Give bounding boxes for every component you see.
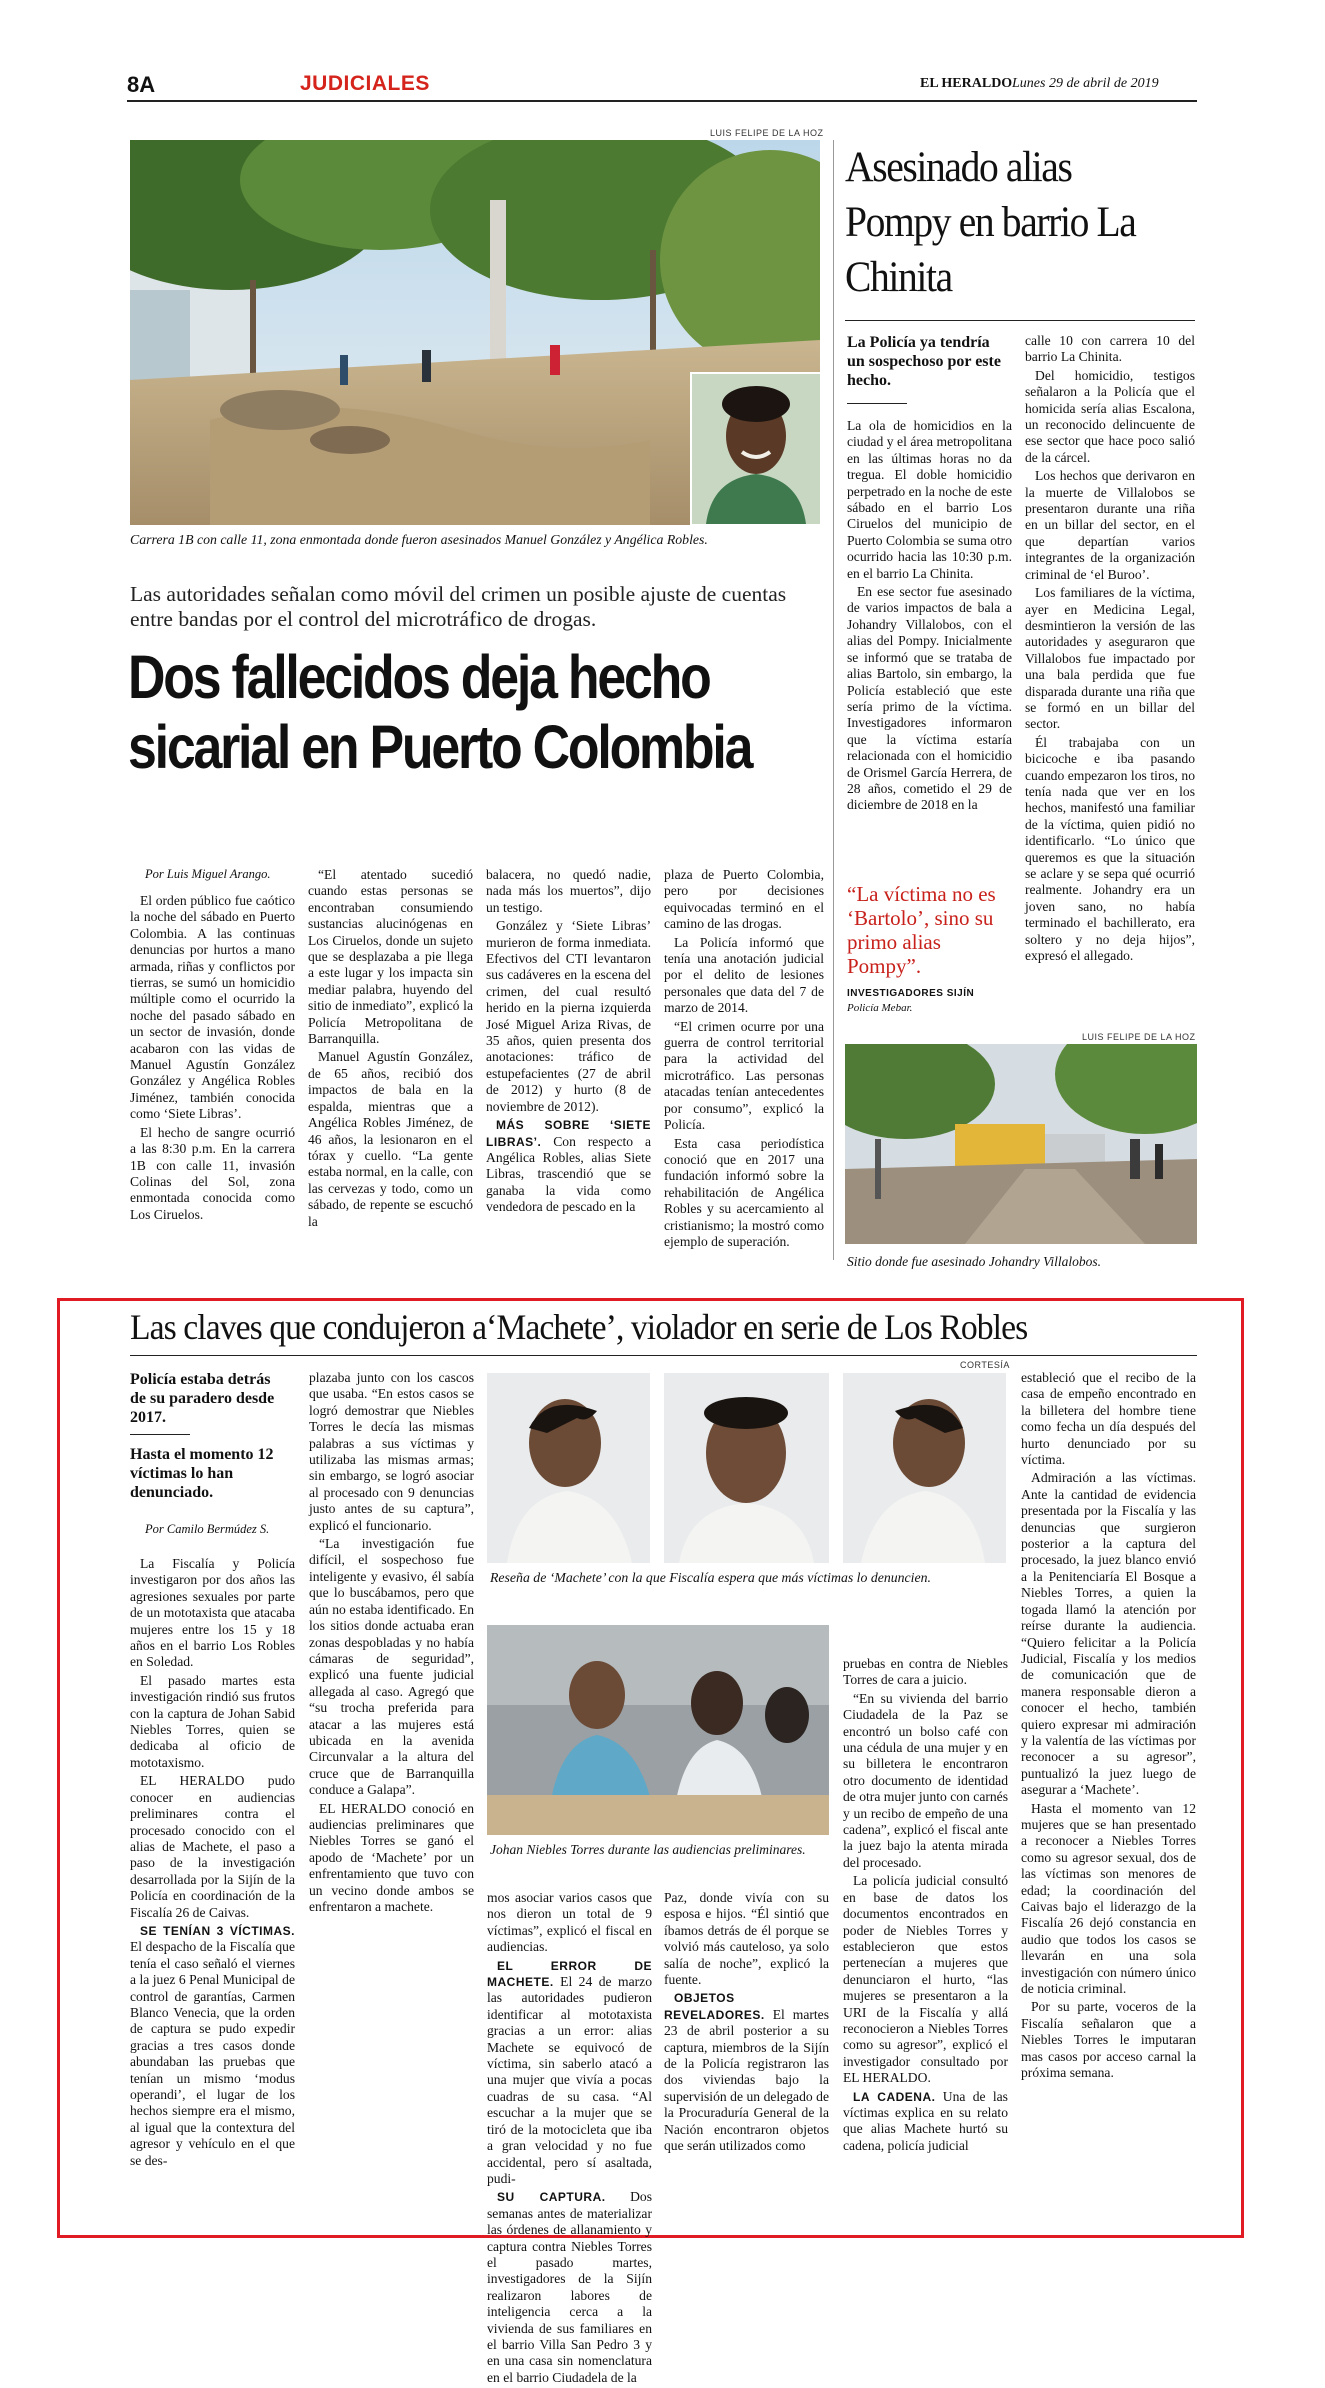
mugshot-caption: Reseña de ‘Machete’ con la que Fiscalía espera que más víctimas lo denuncien. bbox=[490, 1570, 931, 1585]
paragraph: La Fiscalía y Policía investigaron por dos años las agresiones sexuales por parte de un mototaxista que atacaba mujeres entre los 15 y 18 años en el barrio Los Robles en Soledad. bbox=[130, 1556, 295, 1670]
story3-headline: Las claves que condujeron a‘Machete’, violador en serie de Los Robles bbox=[130, 1307, 1028, 1347]
story2-photo-credit: LUIS FELIPE DE LA HOZ bbox=[1082, 1032, 1196, 1042]
paragraph: “El crimen ocurre por una guerra de control territorial para la actividad del microtráfico. Las personas atacadas tenían antecedentes por consumo”, explicó la Policía. bbox=[664, 1018, 824, 1133]
mugshot-right-profile bbox=[843, 1373, 1006, 1563]
story2-pull-quote: “La víctima no es ‘Bartolo’, sino su primo alias Pompy”. bbox=[847, 882, 996, 978]
story3-column-2 bbox=[309, 1370, 474, 1917]
paragraph: balacera, no quedó nadie, nada más los muertos”, dijo un testigo. bbox=[486, 867, 651, 915]
story1-column-3 bbox=[486, 867, 651, 1218]
story3-column-1 bbox=[130, 1556, 295, 2171]
paragraph: La Policía informó que tenía una anotación judicial por el delito de lesiones personales que data del 7 de marzo de 2014. bbox=[664, 934, 824, 1016]
paragraph: Con respecto a Angélica Robles, alias Siete Libras, trascendió que se ganaba la vida como vendedora de pescado en la bbox=[486, 1133, 651, 1215]
paragraph: Admiración a las víctimas. Ante la cantidad de evidencia presentada por la Fiscalía y las denuncias que surgieron posterior a la captura del procesado, la juez blanco envió a la Penitenciaría El Bosque a Niebles Torres, a quien la togada llamó la atención por reírse durante la audiencia. “Quiero felicitar a la Policía Judicial, Fiscalía y los medios de comunicación que de manera responsable dieron a conocer el hecho, también quiero expresar mi admiración y la valentía de las víctimas por reconocer a su agresor”, puntualizó la juez luego de asegurar a ‘Machete’. bbox=[1021, 1470, 1196, 1798]
paragraph: mos asociar varios casos que nos dieron un total de 9 víctimas”, explicó el fiscal en audiencias. bbox=[487, 1890, 652, 1955]
story3-byline: Por Camilo Bermúdez S. bbox=[145, 1522, 270, 1536]
story2-photo-caption: Sitio donde fue asesinado Johandry Villalobos. bbox=[847, 1254, 1101, 1269]
paragraph: El pasado martes esta investigación rindió sus frutos con la captura de Johan Sabid Niebles Torres, quien se dedicaba al oficio de mototaxismo. bbox=[130, 1672, 295, 1770]
newspaper-name: EL HERALDO bbox=[920, 76, 1013, 91]
story3-subhead: SU CAPTURA. bbox=[497, 2190, 606, 2205]
issue-date: Lunes 29 de abril de 2019 bbox=[1012, 76, 1159, 91]
mugshot-front bbox=[664, 1373, 829, 1563]
story3-photo-credit: CORTESÍA bbox=[960, 1360, 1010, 1370]
story3-subhead: SE TENÍAN 3 VÍCTIMAS. bbox=[140, 1923, 295, 1938]
hearing-photo bbox=[487, 1625, 829, 1835]
story3-column-6 bbox=[1021, 1370, 1196, 2083]
story1-headline-line1: Dos fallecidos deja hecho bbox=[128, 643, 710, 711]
story3-summary-1: Policía estaba detrás de su paradero desde 2017. bbox=[130, 1371, 275, 1426]
paragraph: “La investigación fue difícil, el sospechoso fue inteligente y evasivo, él sabía que lo buscábamos, pero que aún no estaba identificado. En los sitios donde actuaba eran zonas despobladas y no había cámaras de seguridad”, explicó una fuente judicial allegada al caso. Agregó que “su trocha preferida para atacar a las mujeres está ubicada en la avenida Circunvalar a la altura del cruce que de Barranquilla conduce a Galapa”. bbox=[309, 1536, 474, 1798]
story2-headline: Asesinado alias Pompy en barrio La Chinita bbox=[845, 144, 1136, 301]
paragraph: pruebas en contra de Niebles Torres de cara a juicio. bbox=[843, 1656, 1008, 1688]
paragraph: El hecho de sangre ocurrió a las 8:30 p.m. En la carrera 1B con calle 11, invasión Colinas del Sol, zona enmontada conocida como Los Ciruelos. bbox=[130, 1124, 295, 1222]
paragraph: Dos semanas antes de materializar las órdenes de allanamiento y captura contra Niebles Torres el pasado martes, investigadores de la Sijín realizaron labores de inteligencia cerca a la vivienda de sus familiares en el barrio Villa San Pedro 3 y en una casa sin nomenclatura en el barrio Ciudadela de la bbox=[487, 2189, 652, 2385]
story3-summary-2: Hasta el momento 12 víctimas lo han denunciado. bbox=[130, 1446, 274, 1501]
paragraph: Los hechos que derivaron en la muerte de Villalobos se presentaron durante una riña en un billar del sector, en el que departían varios integrantes de la organización criminal de ‘el Buroo’. bbox=[1025, 468, 1195, 582]
paragraph: En ese sector fue asesinado de varios impactos de bala a Johandry Villalobos, con el alias del Pompy. Inicialmente se informó que se trataba de alias Bartolo, sin embargo, la Policía estableció que este sería primo de la víctima. Investigadores informaron que la víctima estaría relacionada con el homicidio de Orismel García Herrera, de 28 años, cometido el 29 de diciembre de 2018 en la bbox=[847, 584, 1012, 813]
page-number: 8A bbox=[127, 72, 156, 97]
mugshot-left-profile bbox=[487, 1373, 650, 1563]
story3-subhead: EL ERROR DE MACHETE. bbox=[487, 1958, 652, 1990]
story3-column-5 bbox=[843, 1656, 1008, 2156]
right-rail-divider bbox=[833, 140, 834, 1260]
paragraph: La ola de homicidios en la ciudad y el área metropolitana en las últimas horas no da tregua. El doble homicidio perpetrado en la noche de este sábado en el barrio Los Ciruelos del municipio de Puerto Colombia se suma otro ocurrido hacia las 10:30 p.m. en el barrio La Chinita. bbox=[847, 418, 1012, 581]
paragraph: El 24 de marzo las autoridades pudieron identificar al mototaxista gracias a un error: alias Machete se equivocó de víctima, sin saberlo atacó a una mujer que vivía a pocas cuadras de su casa. “Al escuchar a la mujer que se tiró de la motocicleta que iba a gran velocidad y no fue accidental, pero sí asaltada, pudi- bbox=[487, 1974, 652, 2186]
story1-column-1 bbox=[130, 893, 295, 1225]
paragraph: Él trabajaba con un bicicoche e iba pasando cuando empezaron los tiros, no tenía nada que ver en los hechos, manifestó una familiar de la víctima, quien pidió no identificarlo. “Lo único que queremos es que la situación se aclare y se sepa qué ocurrió realmente. Johandry era un joven sano, no había terminado el bachillerato, era soltero y no deja hijos”, expresó el allegado. bbox=[1025, 734, 1195, 964]
paragraph: La policía judicial consultó en base de datos los documentos encontrados en poder de Niebles Torres y establecieron que estos pertenecían a mujeres que denunciaron el hurto, “las mujeres se presentaron a la URI de la Fiscalía y allá reconocieron a Niebles Torres como su agresor”, explicó el investigador consultado por EL HERALDO. bbox=[843, 1873, 1008, 2086]
story3-subhead: OBJETOS REVELADORES. bbox=[664, 1991, 765, 2022]
story2-column-2 bbox=[1025, 333, 1195, 966]
paragraph: plaza de Puerto Colombia, pero por decisiones equivocadas terminó en el camino de las drogas. bbox=[664, 867, 824, 932]
story1-column-2 bbox=[308, 867, 473, 1232]
hearing-caption: Johan Niebles Torres durante las audiencias preliminares. bbox=[490, 1842, 806, 1857]
paragraph: Del homicidio, testigos señalaron a la Policía que el homicida sería alias Escalona, un reconocido delincuente de ese sector que hace poco salió de la cárcel. bbox=[1025, 367, 1195, 465]
story3-column-3 bbox=[487, 1890, 652, 2388]
victim-portrait-inset bbox=[690, 372, 822, 526]
paragraph: Hasta el momento van 12 mujeres que se han presentado a reconocer a Niebles Torres como su agresor sexual, dos de las víctimas son menores de edad; la coordinación del Caivas bajo el liderazgo de la Fiscalía 26 dejó constancia en audio que todos los casos se llevarán en una sola investigación con número único de noticia criminal. bbox=[1021, 1800, 1196, 1997]
crime-scene-street-photo bbox=[845, 1044, 1197, 1244]
paragraph: Una de las víctimas explica en su relato que alias Machete hurtó su cadena, policía judicial bbox=[843, 2088, 1008, 2153]
paragraph: Manuel Agustín González, de 65 años, recibió dos impactos de bala en la espalda, mientras que a Angélica Robles Jiménez, de 46 años, la lesionaron en el tórax y cuello. “La gente estaba normal, en la calle, con las cervezas y todo, como un sábado, de repente se escuchó la bbox=[308, 1049, 473, 1229]
paragraph: González y ‘Siete Libras’ murieron de forma inmediata. Efectivos del CTI levantaron sus cadáveres en la escena del crimen, del cual resultó herido en la pierna izquierda José Miguel Ariza Rivas, de 35 años, quien presenta dos anotaciones: tráfico de estupefacientes (27 de abril de 2012) y hurto (8 de noviembre de 2012). bbox=[486, 918, 651, 1114]
paragraph: plazaba junto con los cascos que usaba. “En estos casos se logró demostrar que Niebles Torres le decía las mismas palabras a sus víctimas y utilizaba las mismas armas; sin embargo, se logró asociar al procesado con 9 denuncias justo antes de su captura”, explicó el funcionario. bbox=[309, 1370, 474, 1533]
paragraph: EL HERALDO pudo conocer en audiencias preliminares contra el procesado conocido con el alias de Machete, el paso a paso de la investigación desarrollada por la Sijín de la Policía en coordinación de la Fiscalía 26 de Caivas. bbox=[130, 1773, 295, 1920]
paragraph: El despacho de la Fiscalía que tenía el caso señaló el viernes a la juez 6 Penal Municipal de control de garantías, Carmen Blanco Venecia, que la orden de captura se pudo expedir gracias a tres casos donde abundaban las pruebas que tenían un mismo ‘modus operandi’, el lugar de los hechos siempre era el mismo, al igual que la contextura del agresor y vehículo en el que se des- bbox=[130, 1939, 295, 2168]
paragraph: Esta casa periodística conoció que en 2017 una fundación informó sobre la rehabilitación de Angélica Robles y su acercamiento al cristianismo; la mostró como ejemplo de superación. bbox=[664, 1135, 824, 1249]
story2-column-1 bbox=[847, 418, 1012, 816]
paragraph: Paz, donde vivía con su esposa e hijos. “Él sintió que íbamos detrás de él porque se volvió más cauteloso, ya solo salía de noche”, explicó la fuente. bbox=[664, 1890, 829, 1988]
paragraph: EL HERALDO conoció en audiencias preliminares que Niebles Torres se ganó el apodo de ‘Machete’ por un enfrentamiento que tuvo con un vecino donde ambos se enfrentaron a machete. bbox=[309, 1800, 474, 1914]
story1-byline: Por Luis Miguel Arango. bbox=[145, 867, 271, 881]
story1-deck: Las autoridades señalan como móvil del crimen un posible ajuste de cuentas entre bandas por el control del microtráfico de drogas. bbox=[130, 582, 787, 631]
paragraph: El orden público fue caótico la noche del sábado en Puerto Colombia. A las continuas denuncias por hurtos a mano armada, riñas y conflictos por tierras, se sumó un homicidio múltiple como el ocurrido la noche del pasado sábado en un sector de invasión, donde acabaron con las vidas de Manuel Agustín González González y Angélica Robles Jiménez, también conocida como ‘Siete Libras’. bbox=[130, 893, 295, 1122]
story3-summary-rule-1 bbox=[130, 1434, 190, 1435]
section-title: JUDICIALES bbox=[300, 72, 430, 95]
paragraph: “En su vivienda del barrio Ciudadela de la Paz se encontró un bolso café con una cédula de una mujer y en su billetera le encontraron otro documento de identidad de otra mujer junto con carnés y un recibo de empeño de una cadena”, explicó el fiscal ante la juez bajo la atenta mirada del procesado. bbox=[843, 1690, 1008, 1870]
paragraph: Por su parte, voceros de la Fiscalía señalaron que a Niebles Torres le imputaran mas casos por acceso carnal la próxima semana. bbox=[1021, 1999, 1196, 2081]
header-rule bbox=[127, 100, 1197, 102]
story2-quote-source: INVESTIGADORES SIJÍN bbox=[847, 988, 975, 999]
story3-rule bbox=[130, 1355, 1197, 1356]
story1-headline-line2: sicarial en Puerto Colombia bbox=[128, 713, 752, 781]
paragraph: Los familiares de la víctima, ayer en Medicina Legal, desmintieron la versión de las autoridades y aseguraron que Villalobos fue impactado por una bala perdida que fue disparada durante una riña que se formó en un billar del sector. bbox=[1025, 585, 1195, 732]
story1-subhead: MÁS SOBRE ‘SIETE LIBRAS’. bbox=[486, 1118, 651, 1149]
paragraph: estableció que el recibo de la casa de empeño encontrado en la billetera del hombre tiene como fecha un día después del hurto denunciado por su víctima. bbox=[1021, 1370, 1196, 1468]
paragraph: El martes 23 de abril posterior a su captura, miembros de la Sijín de la Policía registraron las dos viviendas bajo la supervisión de un delegado de la Procuraduría General de la Nación encontraron objetos que serán utilizados como bbox=[664, 2006, 829, 2154]
paragraph: calle 10 con carrera 10 del barrio La Chinita. bbox=[1025, 333, 1195, 365]
story2-rule bbox=[845, 320, 1195, 321]
story2-summary-rule bbox=[847, 403, 907, 404]
story2-quote-source-sub: Policía Mebar. bbox=[847, 1002, 913, 1014]
story3-column-4 bbox=[664, 1890, 829, 2157]
paragraph: “El atentado sucedió cuando estas personas se encontraban consumiendo sustancias alucinógenas en Los Ciruelos, donde un sujeto que se desplazaba a pie llega a este lugar y los impacta sin mediar palabra, huyendo del sitio de inmediato”, explicó la Policía Metropolitana de Barranquilla. bbox=[308, 867, 473, 1047]
story1-photo-credit: LUIS FELIPE DE LA HOZ bbox=[710, 128, 824, 138]
story2-summary: La Policía ya tendría un sospechoso por este hecho. bbox=[847, 334, 1001, 389]
story1-column-4 bbox=[664, 867, 824, 1252]
story3-subhead: LA CADENA. bbox=[853, 2089, 936, 2104]
story1-photo-caption: Carrera 1B con calle 11, zona enmontada donde fueron asesinados Manuel González y Angélica Robles. bbox=[130, 532, 708, 547]
